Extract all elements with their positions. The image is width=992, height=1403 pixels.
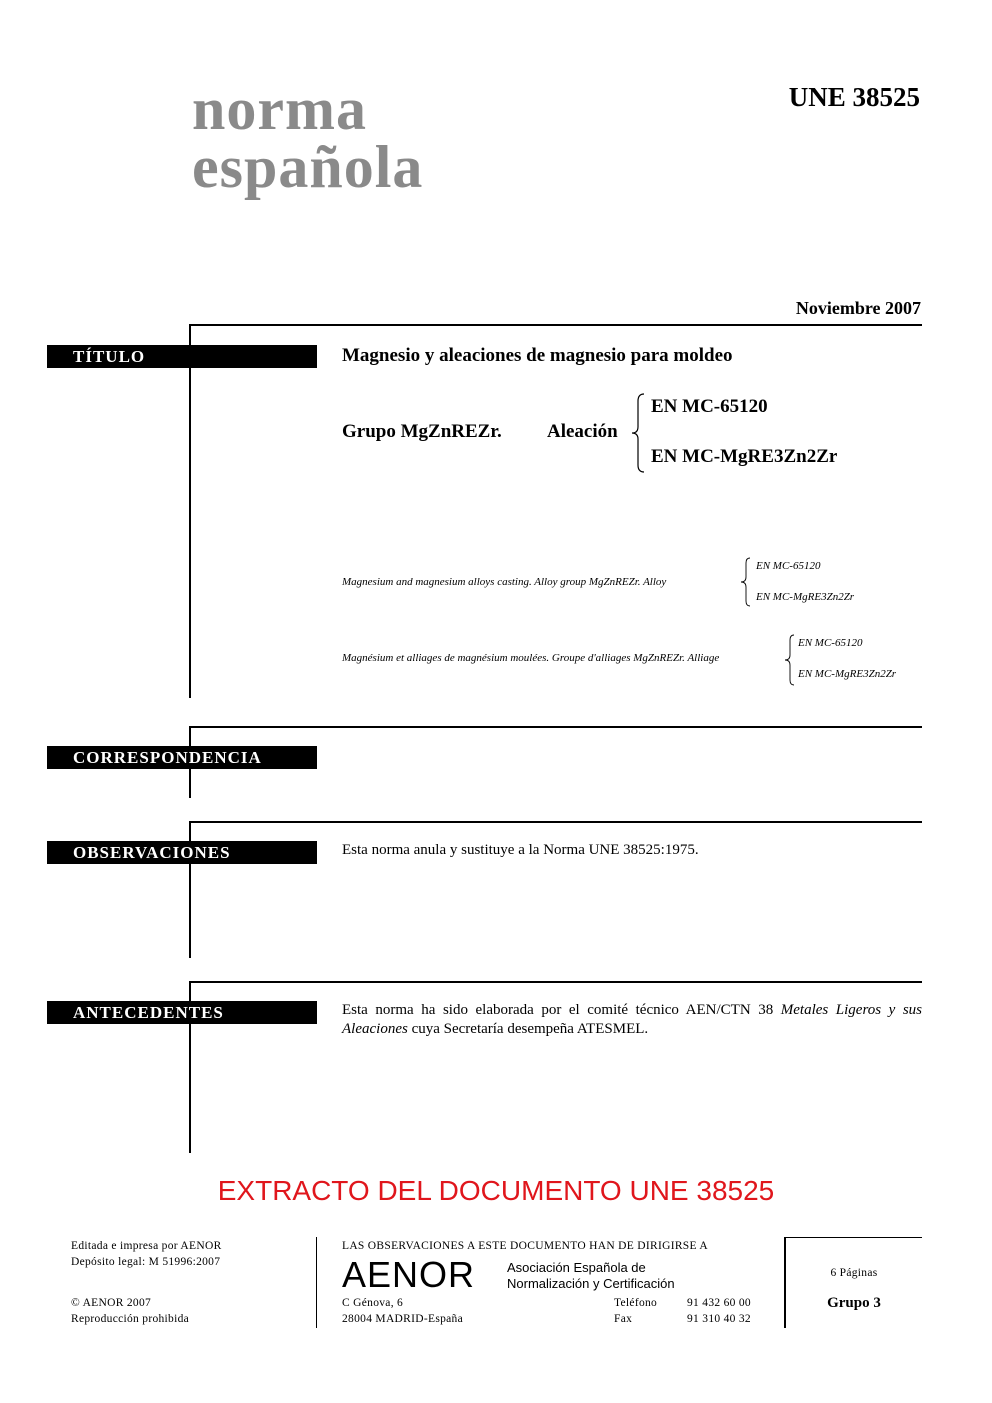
english-alloy-1: EN MC-65120 <box>756 560 821 572</box>
org-line-2: Normalización y Certificación <box>507 1276 675 1291</box>
antecedentes-top-rule <box>189 981 922 983</box>
footer-copyright: © AENOR 2007 <box>71 1297 152 1309</box>
french-brace-icon <box>784 634 796 686</box>
correspondencia-label: CORRESPONDENCIA <box>47 746 317 769</box>
antecedentes-text-before: Esta norma ha sido elaborada por el comité técnico AEN/CTN 38 <box>342 1002 781 1018</box>
brand-line-2: española <box>192 134 424 200</box>
aenor-organization <box>507 1260 675 1292</box>
titulo-top-rule <box>189 324 922 326</box>
footer-reproduction: Reproducción prohibida <box>71 1313 190 1325</box>
brand-line-1: norma <box>192 76 367 142</box>
group-box-top-rule <box>784 1237 922 1238</box>
alloy-designation-2: EN MC-MgRE3Zn2Zr <box>651 446 838 467</box>
antecedentes-text <box>342 1001 922 1039</box>
price-group: Grupo 3 <box>827 1295 881 1311</box>
alloy-word: Aleación <box>547 421 618 442</box>
antecedentes-label: ANTECEDENTES <box>47 1001 317 1024</box>
alloy-brace-icon <box>630 393 646 473</box>
standard-code: UNE 38525 <box>788 82 920 112</box>
alloy-group-label: Grupo MgZnREZr. <box>342 421 502 442</box>
committee-name: Metales Ligeros y sus Aleaciones <box>342 1002 922 1037</box>
correspondencia-top-rule <box>189 726 922 728</box>
extract-watermark: EXTRACTO DEL DOCUMENTO UNE 38525 <box>217 1175 775 1206</box>
brand-heading <box>192 76 424 200</box>
french-alloy-2: EN MC-MgRE3Zn2Zr <box>798 668 897 680</box>
footer-phone: 91 432 60 00 <box>687 1297 751 1309</box>
title-french: Magnésium et alliages de magnésium moulées. Groupe d'alliages MgZnREZr. Alliage <box>342 652 720 664</box>
observaciones-top-rule <box>189 821 922 823</box>
footer-address-1: C Génova, 6 <box>342 1297 404 1309</box>
footer-phone-label: Teléfono <box>614 1297 658 1309</box>
english-alloy-2: EN MC-MgRE3Zn2Zr <box>756 591 855 603</box>
title-spanish: Magnesio y aleaciones de magnesio para moldeo <box>342 345 733 366</box>
observaciones-label: OBSERVACIONES <box>47 841 317 864</box>
aenor-logo: AENOR <box>342 1254 476 1295</box>
footer-fax: 91 310 40 32 <box>687 1313 751 1325</box>
page-count: 6 Páginas <box>830 1267 878 1279</box>
titulo-label: TÍTULO <box>47 345 317 368</box>
alloy-designation-1: EN MC-65120 <box>651 396 768 417</box>
footer-divider-left <box>316 1237 317 1328</box>
title-english: Magnesium and magnesium alloys casting. Alloy group MgZnREZr. Alloy <box>342 576 667 588</box>
group-box-side-rule <box>784 1237 786 1328</box>
publication-date: Noviembre 2007 <box>795 298 921 318</box>
footer-edited: Editada e impresa por AENOR <box>71 1240 222 1252</box>
footer-fax-label: Fax <box>614 1313 633 1325</box>
english-brace-icon <box>740 557 752 607</box>
observaciones-text: Esta norma anula y sustituye a la Norma UNE 38525:1975. <box>342 842 699 858</box>
french-alloy-1: EN MC-65120 <box>798 637 863 649</box>
footer-address-2: 28004 MADRID-España <box>342 1313 464 1325</box>
titulo-side-rule <box>189 324 191 698</box>
org-line-1: Asociación Española de <box>507 1260 646 1275</box>
footer-observations-note: LAS OBSERVACIONES A ESTE DOCUMENTO HAN DE DIRIGIRSE A <box>342 1240 708 1252</box>
antecedentes-text-after: cuya Secretaría desempeña ATESMEL. <box>407 1021 649 1037</box>
footer-deposit: Depósito legal: M 51996:2007 <box>71 1256 221 1268</box>
